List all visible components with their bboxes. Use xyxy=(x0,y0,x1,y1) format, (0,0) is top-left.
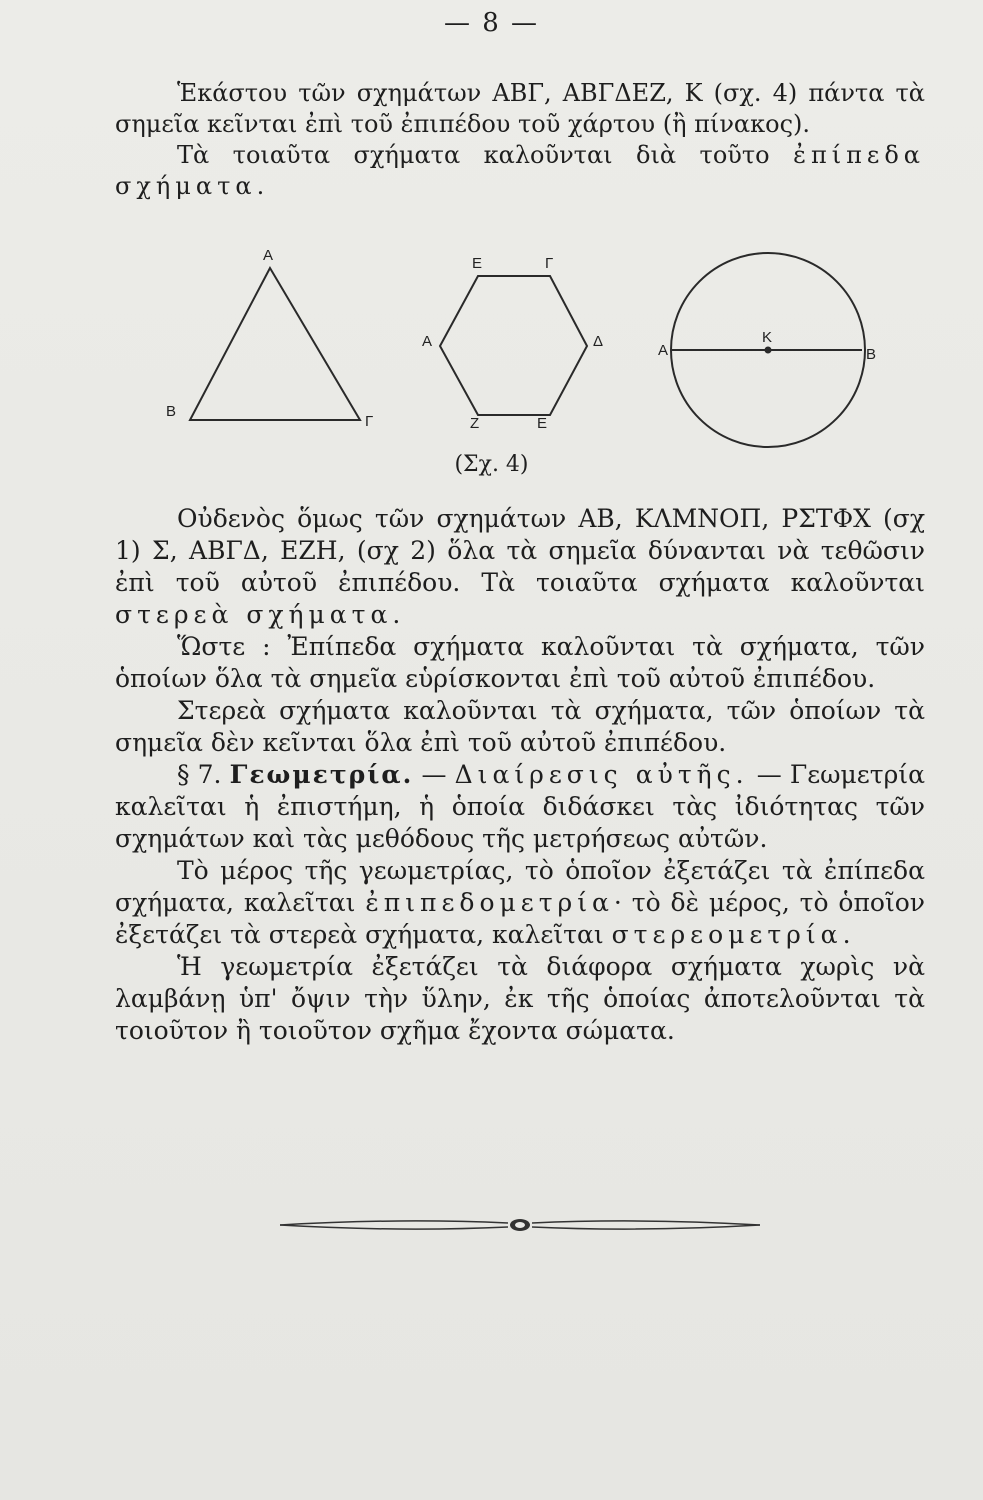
hexagon-label-a: Α xyxy=(422,333,433,350)
section-subheading: Διαίρεσις αὐτῆς. xyxy=(454,760,749,789)
section-7-geometry: § 7. Γεωμετρία. — Διαίρεσις αὐτῆς. — Γεωμετρία καλεῖται ἡ ἐπιστήμη, ἡ ὁποία διδάσκει τὰς ἰδιότητας τῶν σχημάτων καὶ τὰς μεθόδους τῆς μετρήσεως αὐτῶν. xyxy=(115,760,925,853)
triangle-label-b: Β xyxy=(166,403,177,420)
figure-4 xyxy=(150,238,910,478)
top-text-block xyxy=(115,78,925,202)
term-plane-figures: ἐπίπεδα σχήματα xyxy=(115,141,925,200)
paragraph-definition-solid: Στερεὰ σχήματα καλοῦνται τὰ σχήματα, τῶν ὁποίων τὰ σημεῖα δὲν κεῖνται ὅλα ἐπὶ τοῦ αὐτοῦ ἐπιπέδου. xyxy=(115,696,925,757)
main-text-block xyxy=(115,503,925,1047)
paragraph-plane-points: Ἑκάστου τῶν σχημάτων ΑΒΓ, ΑΒΓΔΕΖ, Κ (σχ. 4) πάντα τὰ σημεῖα κεῖνται ἐπὶ τοῦ ἐπιπέδου τοῦ χάρτου (ἢ πίνακος). xyxy=(115,79,925,138)
paragraph-definition-plane: Ὥστε : Ἐπίπεδα σχήματα καλοῦνται τὰ σχήματα, τῶν ὁποίων ὅλα τὰ σημεῖα εὑρίσκονται ἐπὶ τοῦ αὐτοῦ ἐπιπέδου. xyxy=(115,632,925,693)
circle-label-b: Β xyxy=(866,346,877,363)
paragraph-solid-figures: Οὐδενὸς ὅμως τῶν σχημάτων ΑΒ, ΚΛΜΝΟΠ, ΡΣΤΦΧ (σχ 1) Σ, ΑΒΓΔ, ΕΖΗ, (σχ 2) ὅλα τὰ σημεῖα δύνανται νὰ τεθῶσιν ἐπὶ τοῦ αὐτοῦ ἐπιπέδου. Τὰ τοιαῦτα σχήματα καλοῦνται στερεὰ σχήματα. xyxy=(115,504,925,629)
triangle-label-a: Α xyxy=(263,247,274,264)
circle-label-a: Α xyxy=(658,342,669,359)
figure-4-drawing xyxy=(150,238,910,478)
hexagon-label-z: Ζ xyxy=(470,415,480,432)
term-planimetry: ἐπιπεδομετρία xyxy=(365,888,614,917)
term-solid-figures: στερεὰ σχήματα xyxy=(115,600,393,629)
hexagon-label-e-bottom: Ε xyxy=(537,415,548,432)
paragraph-geometry-matter: Ἡ γεωμετρία ἐξετάζει τὰ διάφορα σχήματα χωρὶς νὰ λαμβάνῃ ὑπ' ὄψιν τὴν ὕλην, ἐκ τῆς ὁποίας ἀποτελοῦνται τὰ τοιοῦτον ἢ τοιοῦτον σχῆμα ἔχοντα σώματα. xyxy=(115,952,925,1045)
hexagon-shape xyxy=(440,276,587,415)
triangle-label-c: Γ xyxy=(365,413,374,430)
section-number: § 7. xyxy=(177,760,222,789)
term-stereometry: στερεομετρία xyxy=(611,920,843,949)
hexagon-label-d: Δ xyxy=(593,333,604,350)
hexagon-label-e-top: Ε xyxy=(472,255,483,272)
figure-caption: (Σχ. 4) xyxy=(454,452,529,477)
circle-center-point xyxy=(766,348,771,353)
paragraph-plane-figures: Τὰ τοιαῦτα σχήματα καλοῦνται διὰ τοῦτο ἐπίπεδα σχήματα. xyxy=(115,141,925,200)
circle-label-k: Κ xyxy=(762,329,773,346)
decorative-divider xyxy=(280,1210,760,1240)
hexagon-label-c: Γ xyxy=(545,255,554,272)
section-heading: Γεωμετρία. xyxy=(229,760,414,789)
page-number: — 8 — xyxy=(443,8,540,38)
triangle-shape xyxy=(190,268,360,420)
paragraph-parts-of-geometry: Τὸ μέρος τῆς γεωμετρίας, τὸ ὁποῖον ἐξετάζει τὰ ἐπίπεδα σχήματα, καλεῖται ἐπιπεδομετρία· τὸ δὲ μέρος, τὸ ὁποῖον ἐξετάζει τὰ στερεὰ σχήματα, καλεῖται στερεομετρία. xyxy=(115,856,925,949)
